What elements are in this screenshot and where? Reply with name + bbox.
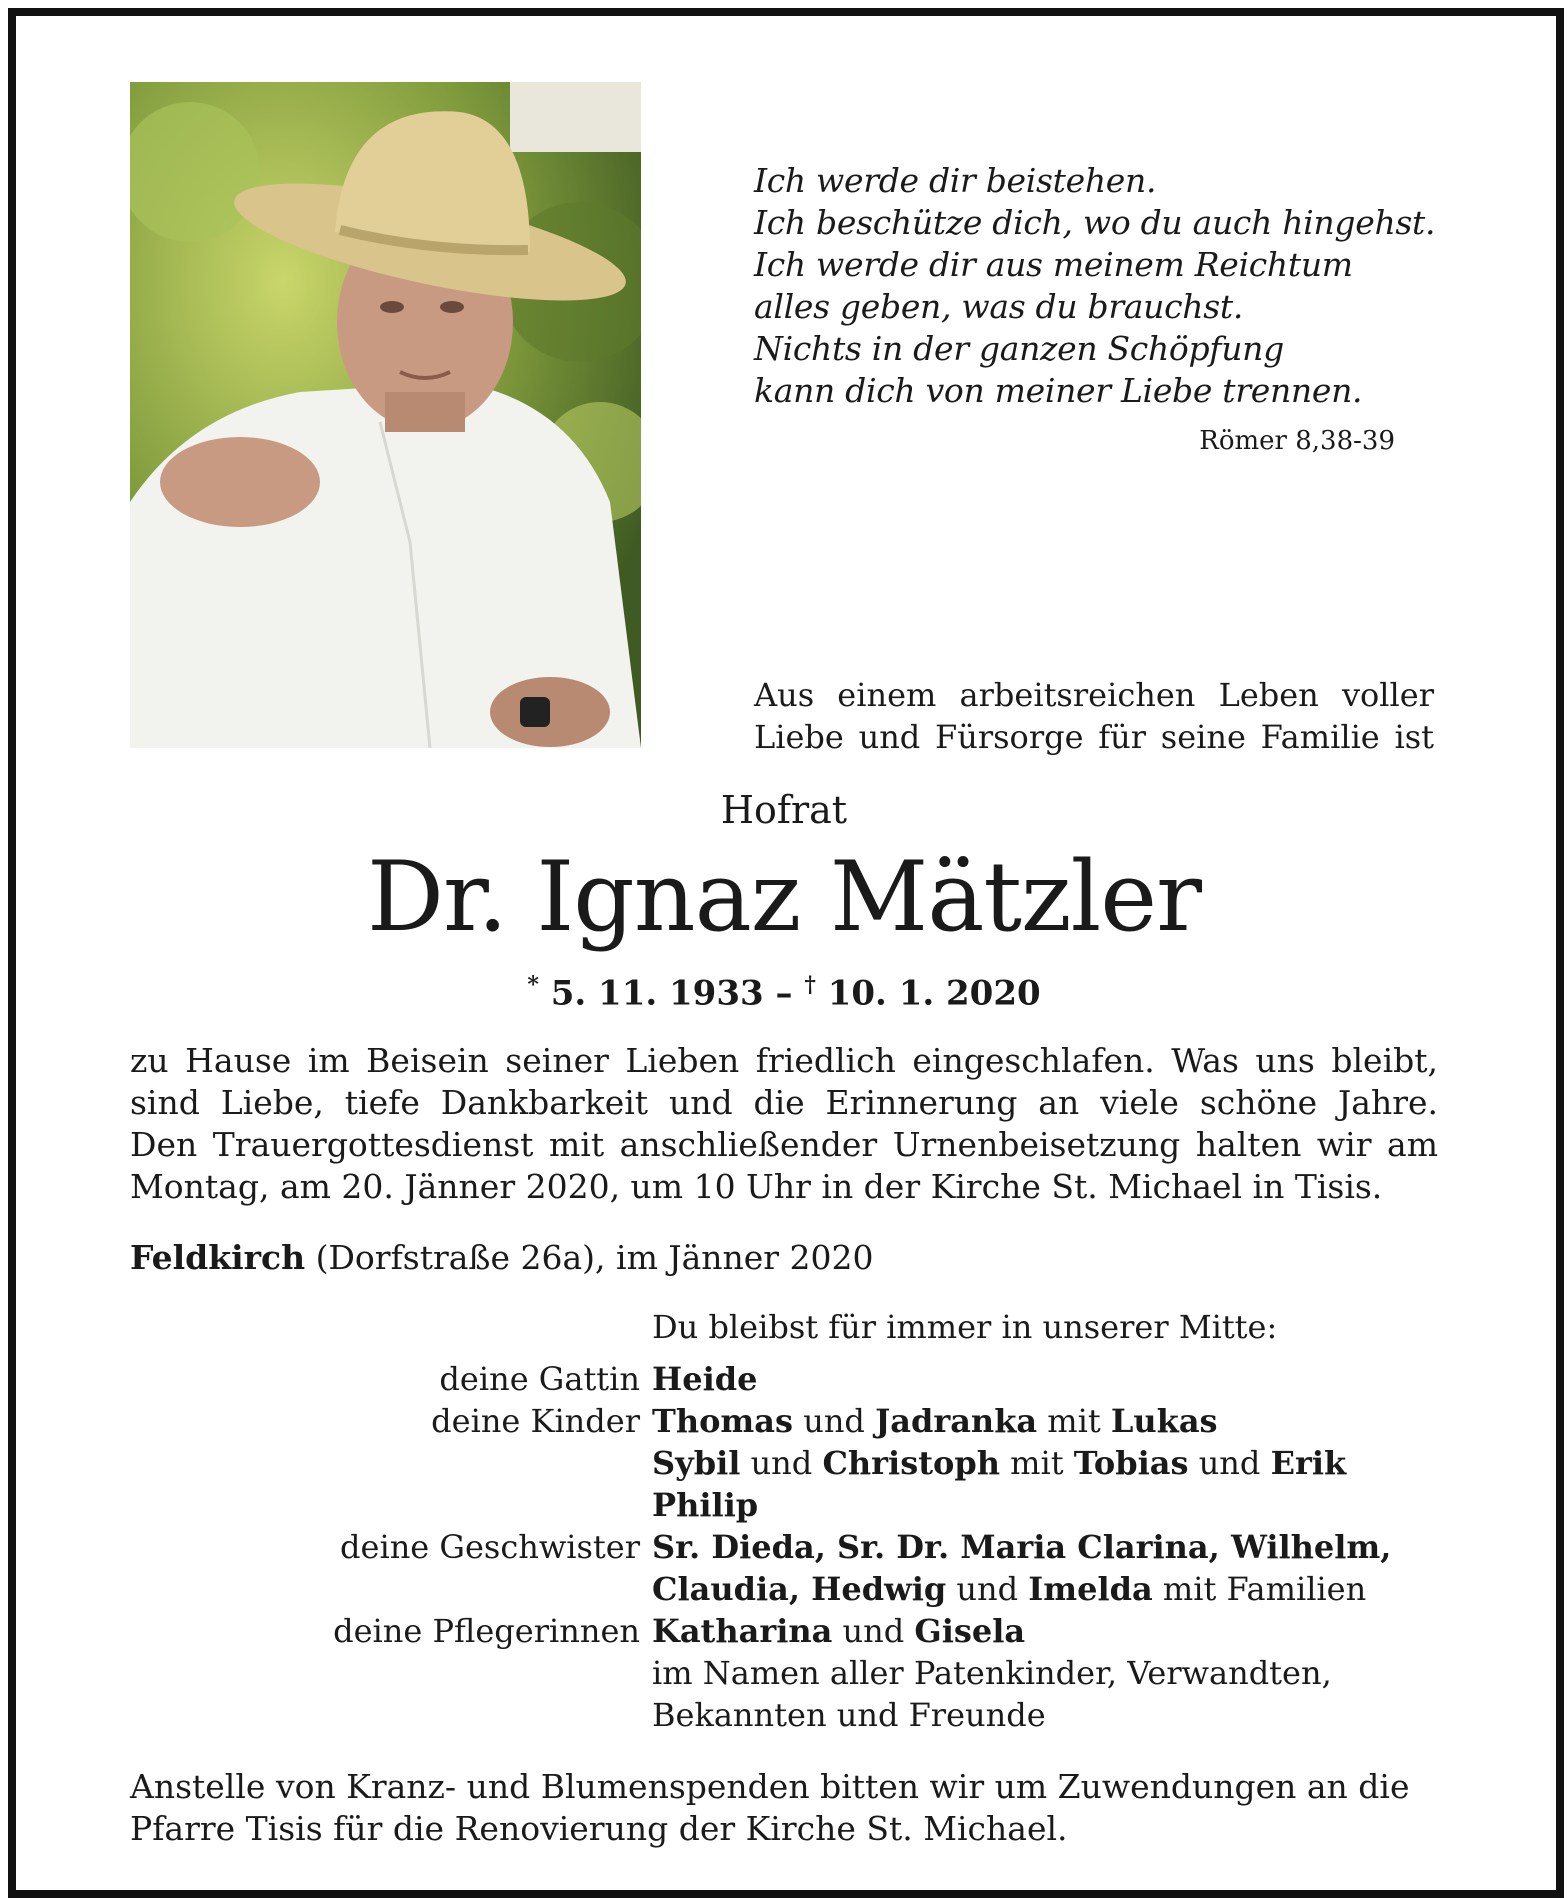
notice-body — [130, 1040, 1438, 1208]
family-relation-label: deine Pflegerinnen — [333, 1612, 640, 1650]
intro-line: Liebe und Fürsorge für seine Familie ist — [754, 718, 1434, 756]
family-names — [652, 1610, 1025, 1652]
family-names — [652, 1652, 1332, 1694]
family-member-name: Heide — [652, 1360, 758, 1398]
family-row — [130, 1442, 1460, 1484]
life-dates — [0, 972, 1568, 1013]
donation-note — [130, 1766, 1438, 1850]
family-row — [130, 1400, 1460, 1442]
family-connector-text: und — [1188, 1444, 1271, 1482]
birth-symbol: * — [527, 972, 539, 998]
family-row — [130, 1694, 1460, 1736]
verse-line: Ich werde dir beistehen. — [754, 161, 1157, 200]
family-connector-text: im Namen aller Patenkinder, Verwandten, — [652, 1654, 1332, 1692]
family-row — [130, 1652, 1460, 1694]
verse-line: alles geben, was du brauchst. — [754, 287, 1244, 326]
family-connector-text: mit Familien — [1152, 1570, 1367, 1608]
family-connector-text: und — [946, 1570, 1029, 1608]
family-row — [130, 1484, 1460, 1526]
bible-verse — [754, 160, 1436, 412]
family-connector-text: und — [832, 1612, 915, 1650]
verse-line: Nichts in der ganzen Schöpfung — [754, 329, 1284, 368]
family-member-name: Lukas — [1110, 1402, 1218, 1440]
body-line: Den Trauergottesdienst mit anschließender Urnenbeisetzung halten wir am — [130, 1125, 1438, 1164]
family-connector-text: mit — [999, 1444, 1074, 1482]
date-separator: – — [775, 973, 793, 1014]
family-relation-label: deine Gattin — [439, 1360, 640, 1398]
family-member-name: Philip — [652, 1486, 759, 1524]
family-relation-label: deine Kinder — [431, 1402, 640, 1440]
body-line: zu Hause im Beisein seiner Lieben friedlich eingeschlafen. Was uns bleibt, — [130, 1041, 1438, 1080]
place-and-date — [130, 1238, 874, 1277]
verse-line: kann dich von meiner Liebe trennen. — [754, 371, 1363, 410]
family-row — [130, 1526, 1460, 1568]
family-relation-label: deine Geschwister — [340, 1528, 640, 1566]
family-member-name: Katharina — [652, 1612, 833, 1650]
birth-date: 5. 11. 1933 — [550, 973, 764, 1014]
family-member-name: Sybil — [652, 1444, 741, 1482]
family-member-name: Sr. Dieda, Sr. Dr. Maria Clarina, Wilhelm, — [652, 1528, 1392, 1566]
body-line: Montag, am 20. Jänner 2020, um 10 Uhr in der Kirche St. Michael in Tisis. — [130, 1167, 1383, 1206]
family-names — [652, 1442, 1346, 1484]
family-member-name: Tobias — [1073, 1444, 1189, 1482]
family-relation-label — [130, 1442, 652, 1484]
family-names — [652, 1568, 1366, 1610]
family-member-name: Jadranka — [875, 1402, 1038, 1440]
deceased-name: Dr. Ignaz Mätzler — [367, 841, 1201, 953]
death-symbol: † — [804, 972, 816, 998]
family-list — [130, 1358, 1460, 1736]
family-connector-text: Bekannten und Freunde — [652, 1696, 1046, 1734]
place-rest: (Dorfstraße 26a), im Jänner 2020 — [305, 1238, 874, 1277]
intro-line: Aus einem arbeitsreichen Leben voller — [754, 676, 1434, 714]
family-names — [652, 1484, 758, 1526]
family-names — [652, 1526, 1391, 1568]
footer-line: Pfarre Tisis für die Renovierung der Kirche St. Michael. — [130, 1809, 1068, 1848]
footer-line: Anstelle von Kranz- und Blumenspenden bitten wir um Zuwendungen an die — [130, 1767, 1410, 1806]
portrait-photo — [130, 82, 641, 748]
family-relation-label — [130, 1568, 652, 1610]
family-row — [130, 1358, 1460, 1400]
family-connector-text: und — [740, 1444, 823, 1482]
family-names — [652, 1694, 1046, 1736]
body-line: sind Liebe, tiefe Dankbarkeit und die Erinnerung an viele schöne Jahre. — [130, 1083, 1438, 1122]
family-relation-label — [130, 1652, 652, 1694]
family-member-name: Thomas — [652, 1402, 794, 1440]
verse-line: Ich beschütze dich, wo du auch hingehst. — [754, 203, 1436, 242]
family-row — [130, 1568, 1460, 1610]
verse-line: Ich werde dir aus meinem Reichtum — [754, 245, 1353, 284]
family-names — [652, 1358, 757, 1400]
family-member-name: Gisela — [914, 1612, 1026, 1650]
family-intro: Du bleibst für immer in unserer Mitte: — [652, 1308, 1278, 1346]
family-member-name: Erik — [1270, 1444, 1347, 1482]
family-connector-text: und — [793, 1402, 876, 1440]
family-member-name: Christoph — [822, 1444, 1000, 1482]
family-member-name: Claudia, Hedwig — [652, 1570, 947, 1608]
death-date: 10. 1. 2020 — [827, 973, 1041, 1014]
portrait-illustration — [130, 82, 641, 748]
verse-reference: Römer 8,38-39 — [1199, 426, 1395, 456]
place-city: Feldkirch — [130, 1238, 306, 1277]
family-member-name: Imelda — [1028, 1570, 1153, 1608]
family-connector-text: mit — [1037, 1402, 1111, 1440]
family-names — [652, 1400, 1218, 1442]
intro-text — [754, 674, 1434, 758]
family-relation-label — [130, 1694, 652, 1736]
family-row — [130, 1610, 1460, 1652]
honorific-title: Hofrat — [720, 788, 848, 832]
family-relation-label — [130, 1484, 652, 1526]
